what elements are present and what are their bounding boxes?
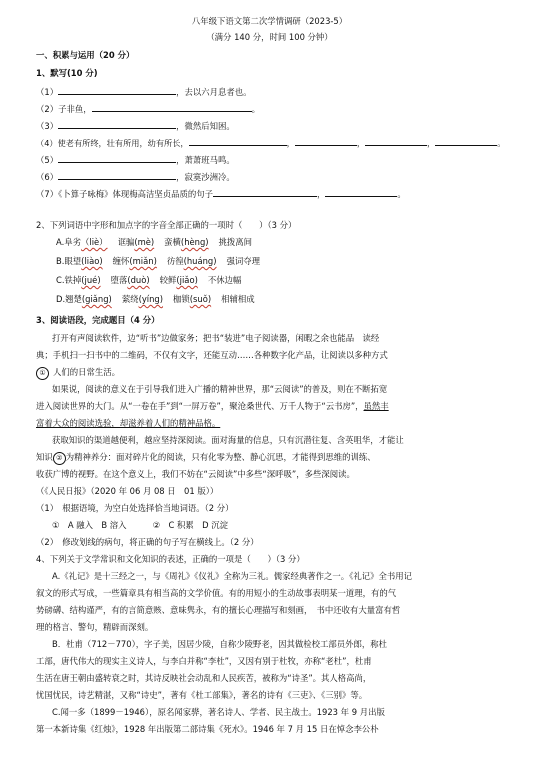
passage-line: 获取知识的渠道越便利，越应坚持深阅读。面对海量的信息，只有沉潜往复、含英咀华，才能让 [52,435,404,445]
blank[interactable] [58,86,176,95]
question-1-heading: 1、默写(10 分) [36,68,98,78]
pinyin: (duò) [127,275,150,285]
blank-marker-1: ① [36,367,49,380]
option-line: 势磅礴、结构谨严，有的言简意赅、意味隽永，有的擅长心理描写和刻画， 书中还收有大量富有哲 [36,605,401,615]
blank[interactable] [213,188,317,197]
option-group-1[interactable]: ① A 融入 B 溶入 [52,520,127,530]
blank[interactable] [189,137,287,146]
punct: ， [286,138,295,148]
line-text: ，萧萧班马鸣。 [176,155,235,165]
passage-source: （《人民日报》（2020 年 06 月 08 日 01 版）） [36,486,219,496]
dictation-line-1 [36,86,251,98]
word: 缠怀 [112,256,130,266]
dictation-line-6 [36,171,235,183]
option-line: 忧国忧民，诗艺精湛，又称“诗史”，著有《杜工部集》，著名的诗有《三吏》、《三别》等。 [36,690,368,700]
passage-line: 收获广博的视野。在这个意义上，我们不妨在“云阅读”中多些“深呼吸”，多些深阅读。 [36,469,355,479]
sick-sentence: 虽然丰 [363,401,389,411]
passage-line [36,401,389,412]
passage-text: 人们的日常生活。 [53,367,120,377]
word: 眼望 [64,256,82,266]
word: 较鲜 [159,275,177,285]
exam-subtitle: （满分 140 分，时间 100 分钟） [206,32,333,42]
line-text: ，寂寞沙洲冷。 [176,172,235,182]
pinyin: (hèng) [180,237,209,247]
pinyin: (mè) [134,237,155,247]
pinyin: (liào) [81,256,103,266]
option-line: 工部，唐代伟大的现实主义诗人，与李白并称“李杜”，又因有别于杜牧，亦称“老杜”，杜甫 [36,656,372,666]
passage-line [36,367,120,380]
option-line: 第一本新诗集《红烛》，1928 年出版第二部诗集《死水》。1946 年 7 月 15 日在悼念李公朴 [36,724,379,734]
passage-text: 为精神养分：面对碎片化的阅读，只有化零为整、静心沉思，才能得到思维的训练、 [65,452,376,462]
blank[interactable] [58,120,176,129]
word: 强词夺理 [226,256,261,266]
option-label: B. [56,256,65,266]
passage-line: 典；手机扫一扫书中的二维码，不仅有文字，还能互动……各种数字化产品，让阅读以多种方式 [36,350,388,360]
word: 铁掉 [64,275,82,285]
line-text: 《卜算子咏梅》体现梅高洁坚贞品质的句子 [58,189,214,199]
pinyin: （liè） [81,237,108,247]
word: 诓骗 [117,237,135,247]
sub-question-2: （2） 修改划线的病句，将正确的句子写在横线上。（2 分） [36,537,259,547]
option-line: 叙文的形式写成，一些篇章具有相当高的文学价值。有的用短小的生动故事表明某一道理，有的气 [36,588,397,598]
punct: ， [317,189,326,199]
sub-question-1: （1） 根据语境，为空白处选择恰当地词语。（2 分） [36,503,234,513]
pinyin: (suǒ) [189,294,212,304]
pinyin: (giǎng) [81,294,112,304]
word: 蛮横 [164,237,181,247]
pinyin: (miǎn) [129,256,157,266]
item-number: （5） [36,155,59,165]
line-text: 子非鱼， [58,104,92,114]
item-number: （2） [36,104,59,114]
dictation-line-5 [36,154,235,166]
blank[interactable] [295,137,357,146]
passage-text: 进入阅读世界的大门。从“一卷在手”到“一屏万卷”，聚沧桑世代、万千人物于“云书房”， [36,401,364,411]
option-a[interactable] [56,237,252,248]
option-line: B．杜甫（712－770），字子美，因居少陵，自称少陵野老，因其做检校工部员外郎，称杜 [52,639,388,649]
line-text: 使老有所终，壮有所用，幼有所长， [57,138,189,148]
word: 翘楚 [65,294,82,304]
punct: ， [427,138,436,148]
item-number: （3） [36,121,59,131]
line-text: ，微然后知困。 [176,121,235,131]
option-c[interactable] [56,275,241,286]
pinyin: (jiǎo) [176,275,198,285]
blank[interactable] [325,188,397,197]
word: 挑拨离间 [218,237,253,247]
word: 枷锁 [173,294,190,304]
punct: 。 [397,189,406,199]
option-line: C.闻一多（1899－1946），原名闻家骅，著名诗人、学者、民主战士。1923 年 9 月出版 [52,707,385,717]
item-number: （4） [36,138,58,148]
pinyin: (yíng) [138,294,164,304]
dictation-line-3 [36,120,235,132]
item-number: （6） [36,172,59,182]
option-label: C. [56,275,65,285]
sub-question-1-options[interactable] [52,520,228,531]
blank[interactable] [92,103,252,112]
option-line: 理的格言、警句，精辟而深刻。 [36,622,154,632]
blank-marker-2: ② [53,452,66,465]
option-line: A.《礼记》是十三经之一，与《周礼》《仪礼》全称为三礼。儒家经典著作之一。《礼记》全书用记 [52,571,412,581]
sick-sentence: 富着大众的阅读选验，却滋养着人们的精神品格。 [36,418,221,428]
item-number: （1） [36,87,59,97]
passage-line [36,418,220,429]
dictation-line-7 [36,188,406,200]
line-text: 。 [251,104,260,114]
blank[interactable] [365,137,427,146]
blank[interactable] [435,137,497,146]
passage-text: 知识 [36,452,53,462]
line-text: ，去以六月息者也。 [176,87,252,97]
question-3-heading: 3、阅读语段，完成题目（4 分） [36,315,160,325]
section-heading: 一、积累与运用（20 分） [36,50,135,60]
punct: ， [356,138,366,148]
word: 彷徨 [166,256,184,266]
option-label: A. [56,237,65,247]
question-4-heading: 4、下列关于文学常识和文化知识的表述，正确的一项是（ ）（3 分） [36,554,305,564]
passage-line: 如果说，阅读的意义在于引导我们进入广播的精神世界，那“云阅读”的普及，则在不断拓宽 [52,384,388,394]
dictation-line-4: （4）使老有所终，壮有所用，幼有所长， ， ， ， 。 [36,138,506,148]
passage-line: 打开有声阅读软件，边“听书”边做家务；把书“装进”电子阅读器，闲暇之余也能品 读经 [52,333,380,343]
option-line: 生活在唐王朝由盛转衰之时，其诗反映社会动乱和人民疾苦，被称为“诗圣”。其人格高尚， [36,673,372,683]
blank[interactable] [58,154,176,163]
option-d[interactable] [56,294,255,305]
word: 阜劣 [64,237,81,247]
word: 相辅相成 [221,294,255,304]
option-b[interactable] [56,256,260,267]
blank[interactable] [58,171,176,180]
word: 不休边幅 [207,275,242,285]
exam-title: 八年级下语文第二次学情调研（2023-5） [191,16,348,26]
word: 萦绕 [121,294,139,304]
pinyin: (huáng) [183,256,217,266]
item-number: （7） [36,189,59,199]
question-2-heading: 2、下列词语中字形和加点字的字音全部正确的一项时（ ）（3 分） [36,220,297,230]
dictation-line-2 [36,103,260,115]
word: 堕落 [110,275,128,285]
pinyin: (jué) [81,275,101,285]
option-group-2[interactable]: ② C 积累 D 沉淀 [152,520,228,530]
passage-line [36,452,376,465]
option-label: D. [56,294,66,304]
